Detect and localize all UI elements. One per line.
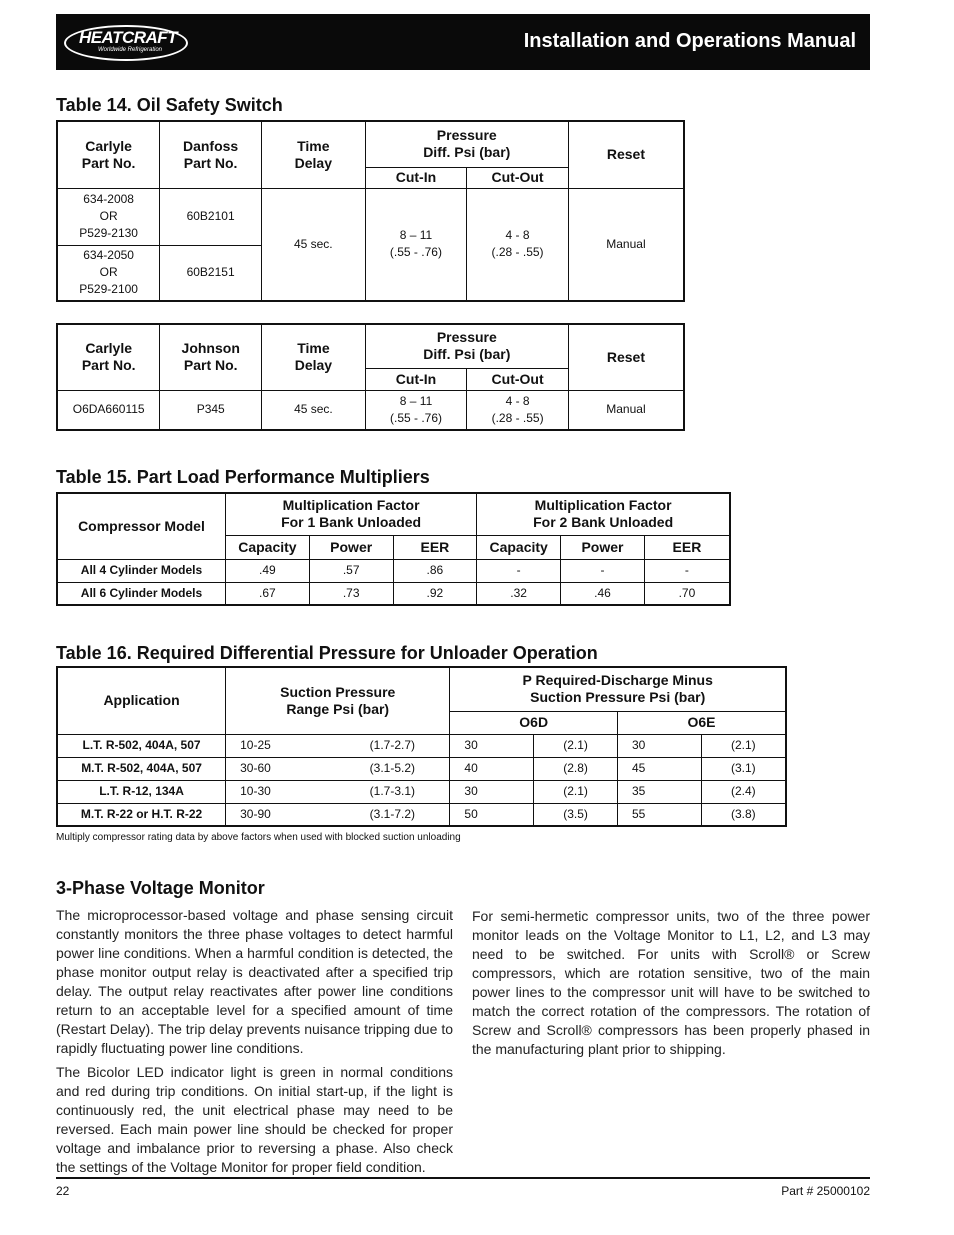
header-capacity: Capacity [477, 535, 561, 559]
cell-value: 30 [450, 734, 534, 757]
page-number: 22 [56, 1184, 70, 1198]
cell-value: .67 [225, 582, 309, 605]
header-reset: Reset [568, 121, 684, 188]
paragraph: For semi-hermetic compressor units, two of the three power monitor leads on the Voltage Monitor to L1, L2, and L3 may need to be switched. For units with Scroll® or Screw compressors, which are rotation sensitive, two of the main power lines to the compressor unit will have to be switched to match the correct rotation of the compressors. The rotation of Screw and Scroll® compressors has been properly phased in the manufacturing plant prior to shipping. [472, 908, 870, 1057]
table-row [57, 390, 684, 430]
cell-reset: Manual [568, 390, 684, 430]
paragraph: The microprocessor-based voltage and phase sensing circuit constantly monitors the three phase voltages to detect harmful power line conditions. When a harmful condition is detected, the phase monitor output relay is deactivated after a specified trip delay. The output relay reactivates after power line conditions return to an acceptable level for a specified amount of time (Restart Delay). The trip delay prevents nuisance tripping due to rapidly fluctuating power line conditions. [56, 907, 453, 1056]
table-row [57, 582, 730, 605]
header-o6e: O6E [617, 711, 786, 734]
table14-johnson [56, 323, 685, 431]
part-number: Part # 25000102 [781, 1184, 870, 1198]
cell-value: (2.4) [701, 780, 786, 803]
header-p-required: P Required-Discharge Minus Suction Pressure Psi (bar) [450, 667, 786, 711]
cell-cut-out: 4 - 8 (.28 - .55) [467, 390, 569, 430]
table-row [57, 757, 786, 780]
header-pressure: Pressure Diff. Psi (bar) [365, 121, 568, 167]
table14-title: Table 14. Oil Safety Switch [56, 95, 283, 115]
header-eer: EER [393, 535, 477, 559]
cell-danfoss-part: 60B2101 [160, 188, 262, 245]
cell-value: 10-25 [226, 734, 336, 757]
cell-value: (1.7-3.1) [335, 780, 450, 803]
header-power: Power [561, 535, 645, 559]
cell-johnson-part: P345 [160, 390, 262, 430]
cell-value: (2.1) [534, 734, 618, 757]
cell-time-delay: 45 sec. [262, 390, 366, 430]
cell-value: (2.1) [534, 780, 618, 803]
table-row [57, 559, 730, 582]
cell-value: (3.1-7.2) [335, 803, 450, 826]
cell-value: .70 [644, 582, 730, 605]
cell-value: 30-90 [226, 803, 336, 826]
header-cut-out: Cut-Out [467, 167, 569, 188]
header-cut-in: Cut-In [365, 167, 467, 188]
cell-application: L.T. R-502, 404A, 507 [57, 734, 226, 757]
table15-title: Table 15. Part Load Performance Multipliers [56, 467, 430, 487]
header-danfoss: Danfoss Part No. [160, 121, 262, 188]
section-title: 3-Phase Voltage Monitor [56, 878, 265, 898]
header-1-bank: Multiplication Factor For 1 Bank Unloaded [225, 493, 476, 535]
cell-value: 55 [617, 803, 701, 826]
header-application: Application [57, 667, 226, 734]
cell-value: (3.8) [701, 803, 786, 826]
cell-cut-out: 4 - 8 (.28 - .55) [467, 188, 569, 301]
header-suction-pressure: Suction Pressure Range Psi (bar) [226, 667, 450, 734]
table-row [57, 803, 786, 826]
manual-title: Installation and Operations Manual [523, 30, 856, 52]
cell-value: .32 [477, 582, 561, 605]
header-time-delay: Time Delay [261, 121, 365, 188]
table14-danfoss [56, 120, 685, 302]
header-eer: EER [644, 535, 730, 559]
cell-value: (2.8) [534, 757, 618, 780]
cell-value: 10-30 [226, 780, 336, 803]
header-cut-in: Cut-In [365, 368, 467, 390]
cell-value: (2.1) [701, 734, 786, 757]
cell-value: (1.7-2.7) [335, 734, 450, 757]
header-reset: Reset [568, 324, 684, 390]
cell-value: 45 [617, 757, 701, 780]
cell-value: (3.1) [701, 757, 786, 780]
cell-value: (3.1-5.2) [335, 757, 450, 780]
cell-application: L.T. R-12, 134A [57, 780, 226, 803]
cell-carlyle-part: 634-2050 OR P529-2100 [57, 245, 160, 301]
paragraph: The Bicolor LED indicator light is green in normal conditions and red during trip conditions. On initial start-up, if the light is continuously red, the unit electrical phase may need to be reversed. Each main power line should be checked for proper voltage and imbalance prior to reversing a phase. Also check the settings of the Voltage Monitor for proper field condition. [56, 1064, 453, 1175]
header-capacity: Capacity [225, 535, 309, 559]
cell-value: 40 [450, 757, 534, 780]
logo-text: HEATCRAFT [78, 28, 178, 47]
cell-cut-in: 8 – 11 (.55 - .76) [365, 188, 467, 301]
cell-value: - [644, 559, 730, 582]
cell-reset: Manual [568, 188, 684, 301]
header-carlyle: Carlyle Part No. [57, 121, 160, 188]
cell-value: .92 [393, 582, 477, 605]
cell-value: .73 [309, 582, 393, 605]
cell-value: 30 [450, 780, 534, 803]
table-row [57, 188, 684, 245]
cell-application: M.T. R-502, 404A, 507 [57, 757, 226, 780]
cell-time-delay: 45 sec. [261, 188, 365, 301]
table16-title: Table 16. Required Differential Pressure for Unloader Operation [56, 643, 598, 663]
header-pressure: Pressure Diff. Psi (bar) [365, 324, 568, 368]
cell-value: 30 [617, 734, 701, 757]
cell-carlyle-part: O6DA660115 [57, 390, 160, 430]
cell-value: - [561, 559, 645, 582]
header-cut-out: Cut-Out [467, 368, 569, 390]
cell-model: All 6 Cylinder Models [57, 582, 225, 605]
cell-value: .86 [393, 559, 477, 582]
cell-model: All 4 Cylinder Models [57, 559, 225, 582]
cell-danfoss-part: 60B2151 [160, 245, 262, 301]
cell-cut-in: 8 – 11 (.55 - .76) [365, 390, 467, 430]
cell-value: - [477, 559, 561, 582]
cell-value: .49 [225, 559, 309, 582]
cell-value: 35 [617, 780, 701, 803]
logo-subtext: Worldwide Refrigeration [97, 47, 163, 53]
table16-footnote: Multiply compressor rating data by above factors when used with blocked suction unloading [56, 832, 461, 843]
cell-value: 30-60 [226, 757, 336, 780]
footer-rule [56, 1177, 870, 1179]
table-row [57, 734, 786, 757]
header-carlyle: Carlyle Part No. [57, 324, 160, 390]
page-header [56, 14, 870, 70]
cell-value: .46 [561, 582, 645, 605]
header-compressor-model: Compressor Model [57, 493, 225, 559]
header-johnson: Johnson Part No. [160, 324, 262, 390]
cell-value: (3.5) [534, 803, 618, 826]
cell-value: .57 [309, 559, 393, 582]
header-o6d: O6D [450, 711, 618, 734]
cell-value: 50 [450, 803, 534, 826]
cell-carlyle-part: 634-2008 OR P529-2130 [57, 188, 160, 245]
header-power: Power [309, 535, 393, 559]
table16-differential-pressure [56, 666, 787, 827]
header-2-bank: Multiplication Factor For 2 Bank Unloaded [477, 493, 730, 535]
table15-multipliers [56, 492, 731, 606]
header-time-delay: Time Delay [262, 324, 366, 390]
table-row [57, 780, 786, 803]
cell-application: M.T. R-22 or H.T. R-22 [57, 803, 226, 826]
